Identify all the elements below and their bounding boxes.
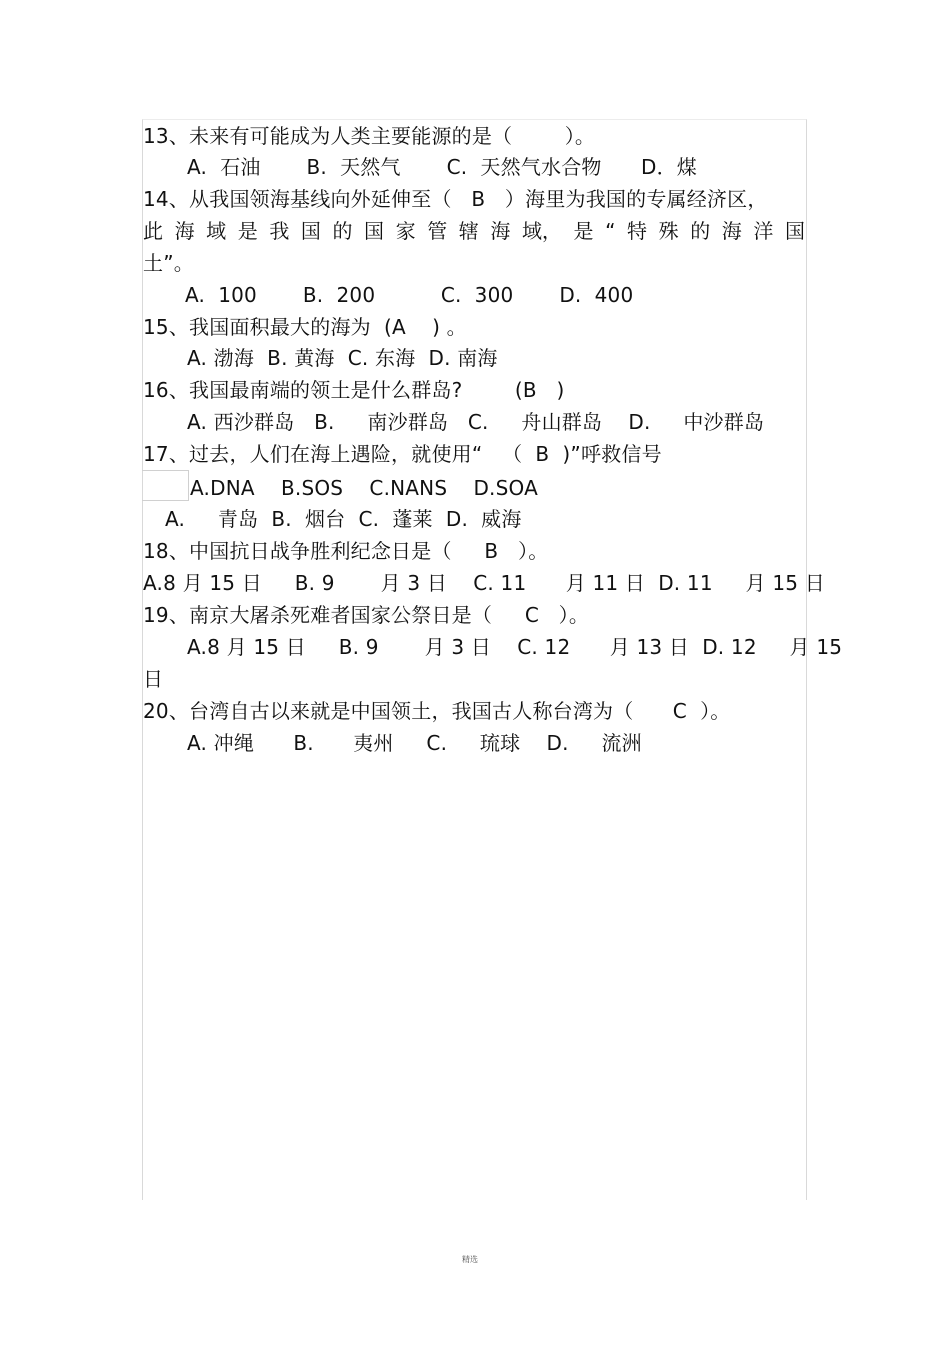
question-14-continuation: 此 海 域 是 我 国 的 国 家 管 辖 海 域， 是 “ 特 殊 的 海 洋 国 xyxy=(143,219,805,243)
question-16: 16、我国最南端的领土是什么群岛? (B ) xyxy=(143,378,565,402)
question-19-end: 日 xyxy=(143,667,164,691)
page-frame xyxy=(142,119,807,1200)
question-19: 19、南京大屠杀死难者国家公祭日是（ C ）。 xyxy=(143,603,590,627)
question-17: 17、过去，人们在海上遇险，就使用“ （ B )”呼救信号 xyxy=(143,442,662,466)
question-20: 20、台湾自古以来就是中国领土，我国古人称台湾为（ C ）。 xyxy=(143,699,731,723)
question-13: 13、未来有可能成为人类主要能源的是（ ）。 xyxy=(143,124,596,148)
question-14-end: 土”。 xyxy=(143,251,194,275)
question-18-options: A.8 月 15 日 B. 9 月 3 日 C. 11 月 11 日 D. 11 月 15 日 xyxy=(143,571,825,595)
question-17-options: A.DNA B.SOS C.NANS D.SOA xyxy=(190,476,538,500)
question-18: 18、中国抗日战争胜利纪念日是（ B ）。 xyxy=(143,539,549,563)
question-20-options: A. 冲绳 B. 夷州 C. 琉球 D. 流洲 xyxy=(187,731,642,755)
question-15: 15、我国面积最大的海为 (A ) 。 xyxy=(143,315,467,339)
extra-options: A. 青岛 B. 烟台 C. 蓬莱 D. 威海 xyxy=(165,507,522,531)
page-footer: 精选 xyxy=(462,1255,478,1264)
question-13-options: A. 石油 B. 天然气 C. 天然气水合物 D．煤 xyxy=(187,155,697,179)
question-14: 14、从我国领海基线向外延伸至（ B ）海里为我国的专属经济区， xyxy=(143,187,768,211)
question-16-options: A. 西沙群岛 B. 南沙群岛 C. 舟山群岛 D. 中沙群岛 xyxy=(187,410,765,434)
question-14-options: A. 100 B. 200 C. 300 D. 400 xyxy=(185,283,634,307)
question-19-options: A.8 月 15 日 B. 9 月 3 日 C. 12 月 13 日 D. 12 月 15 xyxy=(187,635,843,659)
question-15-options: A. 渤海 B. 黄海 C. 东海 D. 南海 xyxy=(187,346,498,370)
blank-cell xyxy=(142,470,189,501)
